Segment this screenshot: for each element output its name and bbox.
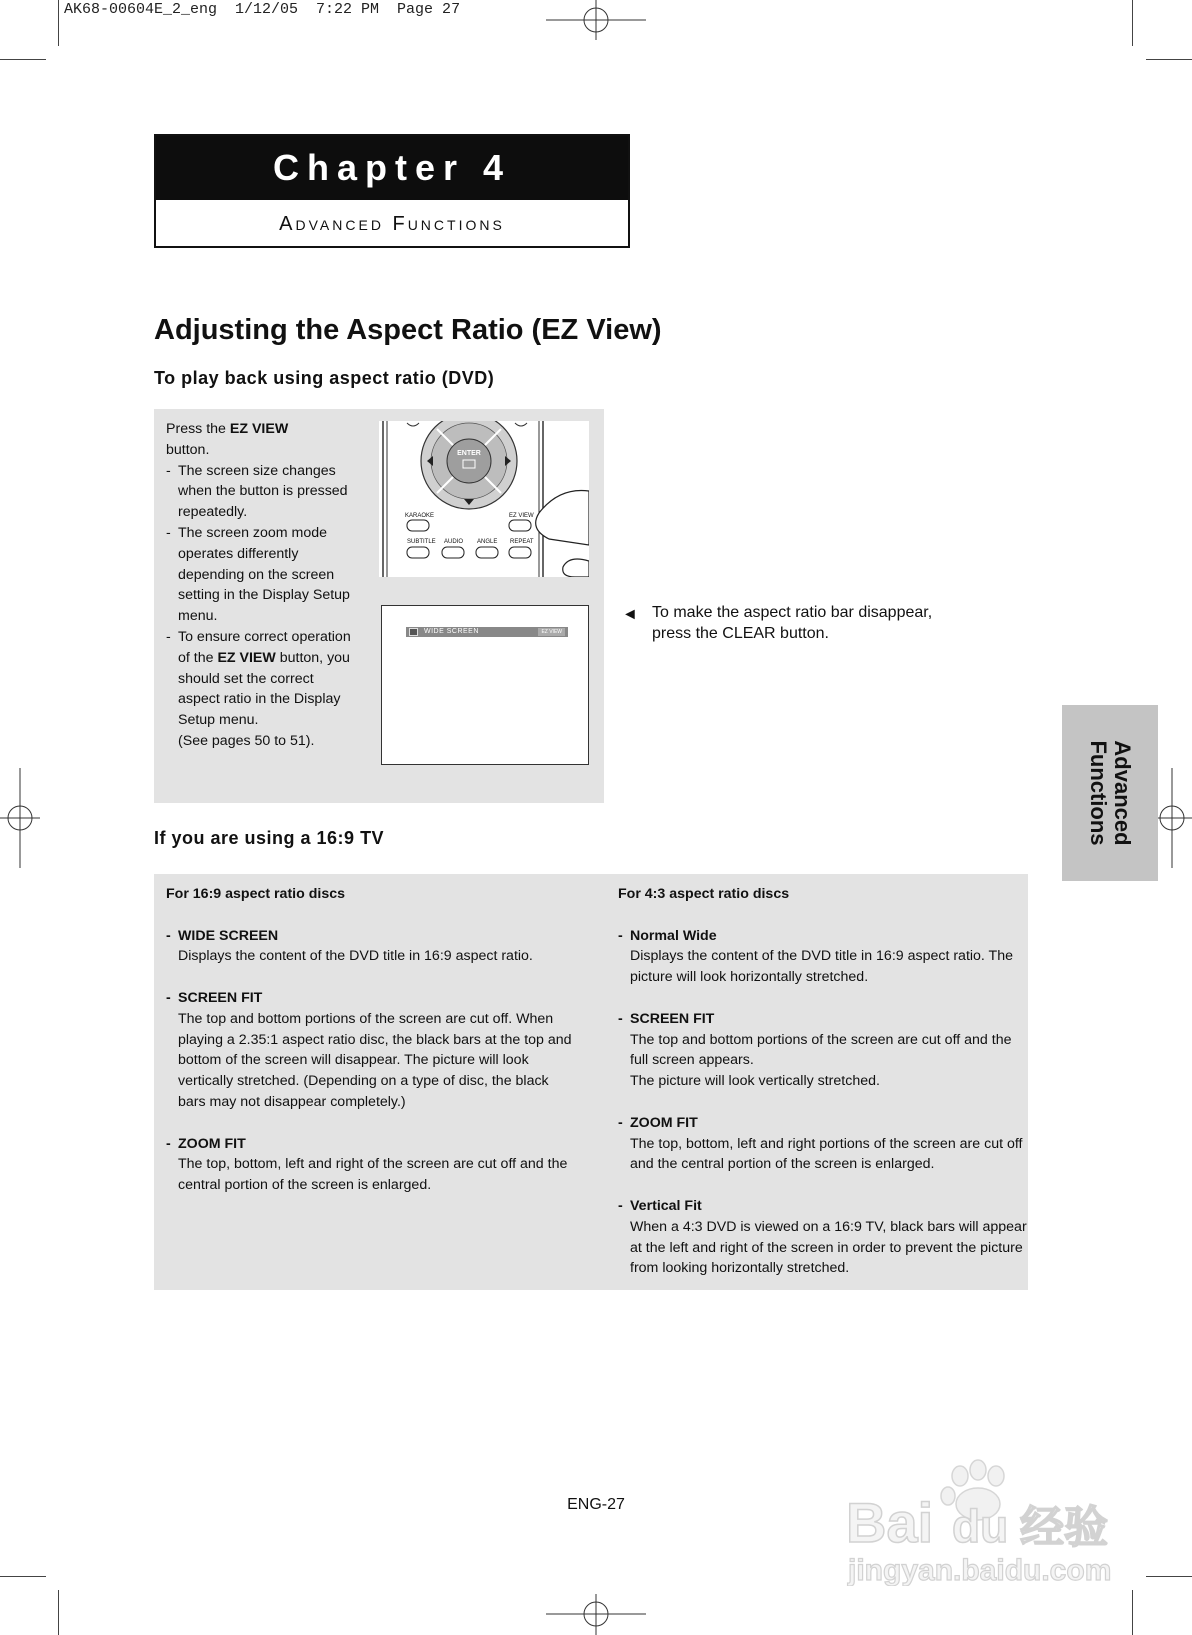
bullet-dash: - — [166, 927, 171, 944]
mode-description: Displays the content of the DVD title in 16:9 aspect ratio. The picture will look horizontally stretched. — [630, 948, 1014, 986]
bullet-dash: - — [166, 989, 171, 1006]
press-instruction — [166, 419, 351, 461]
bullet-dash: - — [166, 462, 171, 479]
mode-item — [166, 926, 576, 968]
mode-item — [166, 988, 576, 1113]
page-title: Adjusting the Aspect Ratio (EZ View) — [154, 314, 662, 346]
mode-item — [618, 1009, 1028, 1092]
mode-description: The top and bottom portions of the screen are cut off and the full screen appears. — [630, 1031, 1012, 1069]
chapter-subtitle: Advanced Functions — [279, 213, 505, 235]
repeat-key-label: REPEAT — [510, 539, 534, 545]
pointer-arrow-icon: ◄ — [622, 606, 638, 623]
column-title: For 16:9 aspect ratio discs — [166, 886, 345, 902]
note-line-1: To make the aspect ratio bar disappear, — [652, 604, 933, 621]
bullet-dash: - — [618, 1114, 623, 1131]
mode-name: Normal Wide — [630, 927, 717, 944]
crop-mark — [58, 1590, 59, 1635]
mode-name: WIDE SCREEN — [178, 927, 279, 944]
crop-mark — [0, 1576, 46, 1577]
mode-item — [618, 1113, 1028, 1175]
column-43-discs — [618, 884, 1028, 1300]
section-heading-dvd: To play back using aspect ratio (DVD) — [154, 368, 495, 388]
instruction-panel — [154, 409, 604, 803]
tv-screen-illustration — [381, 605, 589, 765]
remote-control-illustration — [379, 421, 589, 577]
bullet3-suffix: button, you should set the correct aspect ratio in the Display Setup menu. — [178, 649, 350, 729]
bullet-text — [178, 627, 351, 752]
side-tab-line-1: Advanced — [1110, 740, 1135, 846]
column-title: For 4:3 aspect ratio discs — [618, 886, 790, 902]
chapter-header — [154, 134, 630, 248]
mode-name: SCREEN FIT — [178, 989, 263, 1006]
subtitle-key-label: SUBTITLE — [407, 539, 436, 545]
bullet-item — [166, 523, 351, 627]
mode-name: Vertical Fit — [630, 1197, 702, 1214]
instruction-text — [166, 419, 351, 752]
note-line-2: press the CLEAR button. — [652, 625, 829, 642]
audio-key-label: AUDIO — [444, 539, 464, 545]
enter-key-label: ENTER — [457, 450, 481, 457]
bullet-dash: - — [618, 1197, 623, 1214]
registration-mark-top — [546, 0, 646, 40]
karaoke-key-label: KARAOKE — [405, 513, 435, 519]
mode-description: The top, bottom, left and right of the screen are cut off and the central portion of the screen is enlarged. — [178, 1156, 568, 1194]
clear-note — [622, 602, 932, 644]
watermark-cn: 经验 — [1020, 1502, 1108, 1553]
mode-name: ZOOM FIT — [178, 1135, 246, 1152]
section-heading-169-tv: If you are using a 16:9 TV — [154, 828, 385, 848]
page-number: ENG-27 — [567, 1496, 625, 1513]
bullet3-prefix: To ensure correct operation of the — [178, 628, 351, 666]
press-suffix: button. — [166, 441, 210, 458]
crop-mark — [1132, 0, 1133, 46]
section-side-tab — [1062, 705, 1158, 881]
crop-mark — [1146, 59, 1192, 60]
mode-description-extra: The picture will look vertically stretched. — [630, 1073, 880, 1090]
page-reference: (See pages 50 to 51). — [178, 732, 315, 749]
bullet-dash: - — [166, 1135, 171, 1152]
column-169-discs — [166, 884, 576, 1217]
aspect-modes-panel — [154, 874, 1028, 1290]
side-tab-line-2: Functions — [1086, 740, 1111, 846]
ez-view-button-name: EZ VIEW — [229, 421, 289, 437]
side-tab-label — [1062, 705, 1158, 881]
osd-mode-label: WIDE SCREEN — [424, 628, 479, 635]
bullet-item — [166, 627, 351, 752]
bullet-text: The screen zoom mode operates differently depending on the screen setting in the Display Setup menu. — [178, 524, 350, 625]
registration-mark-bottom — [546, 1594, 646, 1635]
bullet-dash: - — [166, 524, 171, 541]
crop-mark — [58, 0, 59, 46]
mode-description: Displays the content of the DVD title in 16:9 aspect ratio. — [178, 948, 533, 965]
bullet-dash: - — [618, 927, 623, 944]
bullet-dash: - — [618, 1010, 623, 1027]
mode-description: When a 4:3 DVD is viewed on a 16:9 TV, black bars will appear at the left and right of the screen in order to prevent the picture from looking horizontally stretched. — [630, 1218, 1027, 1277]
watermark-brand-2: du — [952, 1500, 1009, 1552]
bullet-item — [166, 461, 351, 523]
crop-mark — [1132, 1590, 1133, 1635]
watermark-brand: Bai — [846, 1491, 934, 1554]
mode-description: The top, bottom, left and right portions of the screen are cut off and the central portion of the screen is enlarged. — [630, 1135, 1023, 1173]
baidu-watermark — [840, 1456, 1170, 1586]
angle-key-label: ANGLE — [477, 539, 498, 545]
watermark-url: jingyan.baidu.com — [848, 1554, 1112, 1586]
mode-item — [618, 1196, 1028, 1279]
bullet-dash: - — [166, 628, 171, 645]
osd-ez-view-tag: EZ VIEW — [538, 628, 565, 636]
mode-name: ZOOM FIT — [630, 1114, 698, 1131]
mode-name: SCREEN FIT — [630, 1010, 715, 1027]
mode-item — [618, 926, 1028, 988]
chapter-title: Chapter 4 — [156, 136, 628, 200]
ez-view-key-label: EZ VIEW — [509, 513, 534, 519]
press-prefix: Press the — [166, 421, 230, 437]
mode-item — [166, 1134, 576, 1196]
crop-mark — [0, 59, 46, 60]
osd-bar — [406, 627, 568, 637]
registration-mark-left — [0, 768, 40, 868]
ez-view-button-name: EZ VIEW — [217, 649, 276, 666]
registration-mark-right — [1152, 768, 1192, 868]
screen-mode-icon — [409, 628, 418, 636]
bullet-text: The screen size changes when the button is pressed repeatedly. — [178, 462, 348, 521]
print-slug: AK68-00604E_2_eng 1/12/05 7:22 PM Page 27 — [64, 1, 461, 18]
mode-description: The top and bottom portions of the screen are cut off. When playing a 2.35:1 aspect ratio disc, the black bars at the top and bottom of the screen will disappear. The picture will look vertically stretched. (Depending on a type of disc, the black bars may not disappear completely.) — [178, 1010, 572, 1110]
